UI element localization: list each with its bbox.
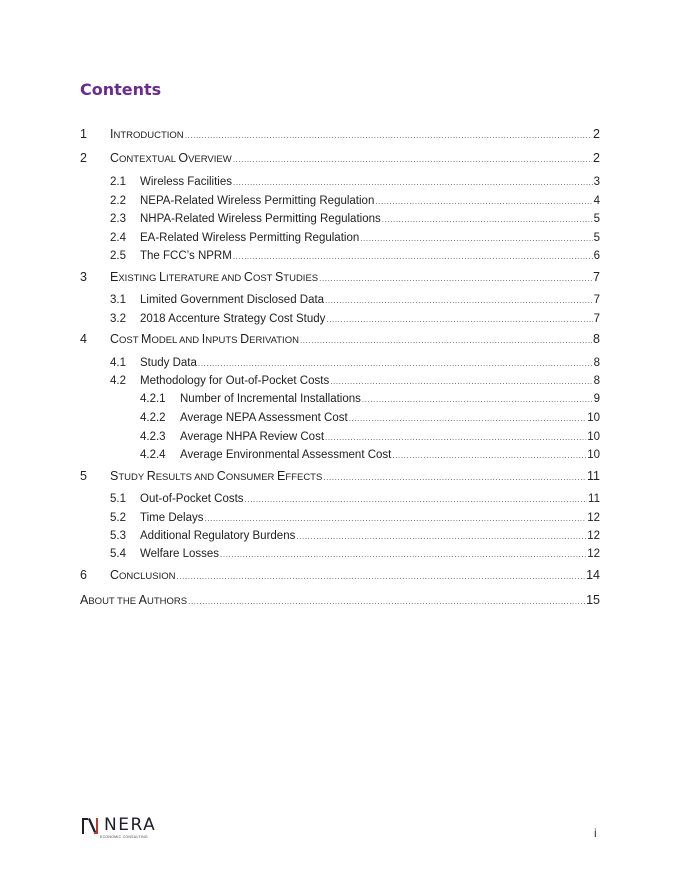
toc-leader (233, 176, 593, 190)
toc-entry[interactable] (110, 374, 600, 389)
toc-title: Time Delays (140, 512, 204, 524)
toc-entry[interactable] (110, 175, 600, 190)
toc-leader (177, 570, 586, 584)
toc-title: Welfare Losses (140, 548, 220, 560)
toc-entry-about-the-authors[interactable] (80, 593, 600, 609)
toc-number: 5.1 (110, 493, 126, 505)
toc-number: 2.3 (110, 213, 126, 225)
toc-number: 5.3 (110, 530, 126, 542)
toc-title: Limited Government Disclosed Data (140, 294, 325, 306)
logo-text: NERA (104, 815, 157, 835)
toc-title: Average NHPA Review Cost (180, 431, 325, 443)
toc-title: NEPA-Related Wireless Permitting Regulation (140, 195, 375, 207)
toc-title: STUDY RESULTS AND CONSUMER EFFECTS (110, 469, 323, 483)
page-number: i (594, 826, 597, 840)
toc-page: 7 (593, 294, 600, 306)
toc-entry[interactable] (110, 194, 600, 209)
toc-leader (325, 431, 586, 445)
toc-entry[interactable] (110, 492, 600, 507)
toc-page: 2 (593, 127, 600, 141)
toc-title: Average Environmental Assessment Cost (180, 449, 392, 461)
toc-number: 4.1 (110, 357, 126, 369)
toc-leader (300, 334, 592, 348)
toc-title: CONCLUSION (110, 568, 176, 582)
toc-entry[interactable] (110, 231, 600, 246)
toc-leader (382, 213, 593, 227)
logo-tagline: ECONOMIC CONSULTING (100, 835, 148, 839)
toc-page: 15 (586, 593, 600, 607)
toc-number: 4.2 (110, 375, 126, 387)
toc-title: Out-of-Pocket Costs (140, 493, 244, 505)
toc-leader (392, 449, 586, 463)
toc-title: NHPA-Related Wireless Permitting Regulations (140, 213, 381, 225)
toc-page: 8 (593, 332, 600, 346)
toc-entry-introduction[interactable] (80, 127, 600, 143)
toc-page: 10 (587, 431, 600, 443)
toc-page: 11 (588, 493, 600, 505)
toc-leader (330, 375, 592, 389)
toc-page: 11 (587, 469, 600, 483)
toc-number: 2.1 (110, 176, 126, 188)
toc-page: 12 (587, 530, 600, 542)
nera-logo (80, 815, 157, 839)
toc-entry-study-results[interactable] (80, 469, 600, 485)
toc-entry-contextual-overview[interactable] (80, 151, 600, 167)
toc-leader (360, 232, 592, 246)
toc-entry-conclusion[interactable] (80, 568, 600, 584)
toc-number: 4.2.4 (140, 449, 166, 461)
toc-title: The FCC’s NPRM (140, 250, 232, 262)
toc-page: 2 (593, 151, 600, 165)
toc-entry[interactable] (110, 356, 600, 371)
toc-page: 8 (593, 375, 600, 387)
toc-leader (233, 153, 592, 167)
toc-leader (325, 294, 593, 308)
toc-number: 2.4 (110, 232, 126, 244)
toc-page: 3 (593, 176, 600, 188)
toc-number: 4.2.2 (140, 412, 166, 424)
toc-number: 2 (80, 151, 87, 165)
toc-leader (198, 357, 593, 371)
toc-page: 10 (587, 449, 600, 461)
toc-leader (326, 313, 592, 327)
toc-title: Additional Regulatory Burdens (140, 530, 296, 542)
toc-entry[interactable] (140, 430, 600, 445)
toc-leader (375, 195, 592, 209)
toc-page: 7 (593, 313, 600, 325)
toc-title: CONTEXTUAL OVERVIEW (110, 151, 232, 165)
toc-leader (245, 493, 588, 507)
toc-leader (296, 530, 586, 544)
toc-title: Average NEPA Assessment Cost (180, 412, 348, 424)
toc-title: ABOUT THE AUTHORS (80, 593, 188, 607)
toc-leader (233, 250, 593, 264)
toc-number: 3.2 (110, 313, 126, 325)
toc-title: EXISTING LITERATURE AND COST STUDIES (110, 270, 319, 284)
toc-number: 4.2.1 (140, 393, 166, 405)
toc-entry[interactable] (140, 448, 600, 463)
toc-number: 1 (80, 127, 87, 141)
toc-page: 10 (587, 412, 600, 424)
toc-entry[interactable] (110, 312, 600, 327)
toc-entry[interactable] (110, 529, 600, 544)
toc-entry-cost-model[interactable] (80, 332, 600, 348)
toc-leader (185, 129, 592, 143)
toc-number: 2.2 (110, 195, 126, 207)
toc-page: 8 (593, 357, 600, 369)
toc-entry[interactable] (110, 249, 600, 264)
toc-leader (319, 272, 592, 286)
toc-page: 7 (593, 270, 600, 284)
toc-title: Methodology for Out-of-Pocket Costs (140, 375, 330, 387)
toc-leader (349, 412, 587, 426)
toc-entry[interactable] (140, 411, 600, 426)
toc-title: Number of Incremental Installations (180, 393, 361, 405)
toc-title: EA-Related Wireless Permitting Regulation (140, 232, 360, 244)
toc-title: Study Data (140, 357, 197, 369)
toc-title: INTRODUCTION (110, 127, 184, 141)
toc-number: 5.2 (110, 512, 126, 524)
toc-title: Wireless Facilities (140, 176, 233, 188)
toc-number: 5.4 (110, 548, 126, 560)
toc-title: 2018 Accenture Strategy Cost Study (140, 313, 326, 325)
toc-entry[interactable] (140, 392, 600, 407)
toc-leader (204, 512, 586, 526)
nera-logo-mark-icon (80, 816, 100, 836)
toc-number: 3.1 (110, 294, 126, 306)
page-title: Contents (80, 80, 162, 99)
toc-entry[interactable] (110, 547, 600, 562)
toc-page: 5 (593, 213, 600, 225)
toc-page: 4 (593, 195, 600, 207)
toc-page: 12 (587, 512, 600, 524)
toc-title: COST MODEL AND INPUTS DERIVATION (110, 332, 299, 346)
toc-leader (220, 548, 586, 562)
toc-entry-existing-literature[interactable] (80, 270, 600, 286)
toc-number: 5 (80, 469, 87, 483)
toc-entry[interactable] (110, 293, 600, 308)
toc-entry[interactable] (110, 212, 600, 227)
toc-number: 2.5 (110, 250, 126, 262)
toc-leader (362, 393, 593, 407)
toc-page: 6 (593, 250, 600, 262)
toc-number: 6 (80, 568, 87, 582)
toc-number: 4.2.3 (140, 431, 166, 443)
toc-entry[interactable] (110, 511, 600, 526)
toc-number: 3 (80, 270, 87, 284)
toc-page: 9 (593, 393, 600, 405)
toc-number: 4 (80, 332, 87, 346)
toc-page: 12 (587, 548, 600, 560)
toc-leader (323, 471, 586, 485)
toc-leader (188, 595, 585, 609)
toc-page: 14 (586, 568, 600, 582)
toc-page: 5 (593, 232, 600, 244)
